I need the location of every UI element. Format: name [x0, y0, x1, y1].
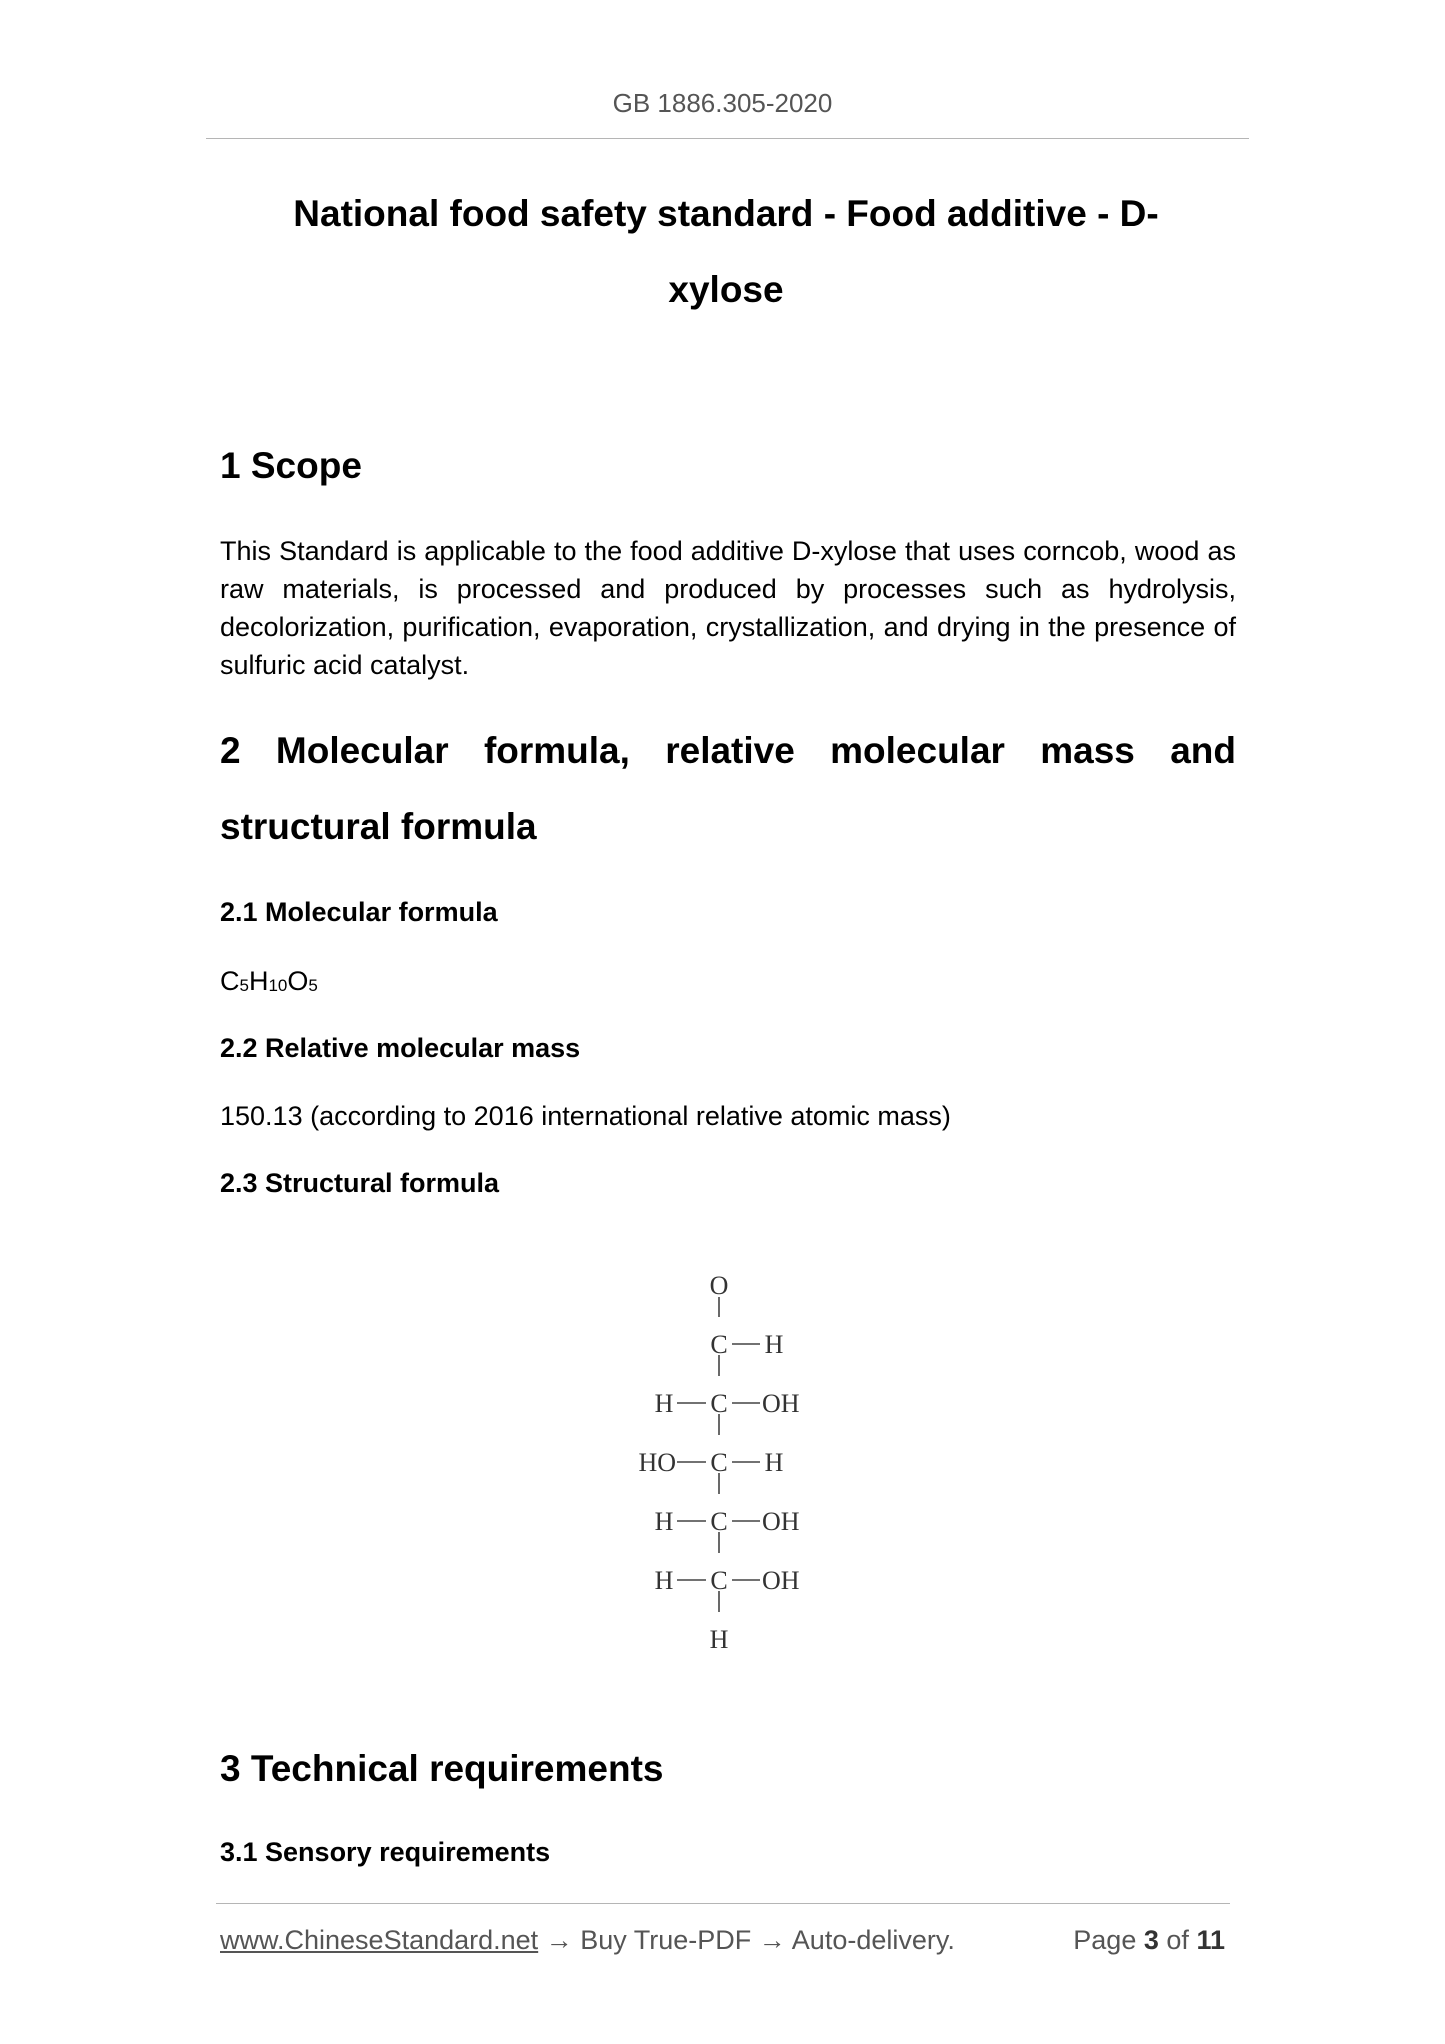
formula-h-count: 10	[268, 976, 288, 995]
section-2-heading-line-2: structural formula	[220, 806, 537, 847]
formula-o: O	[287, 966, 309, 996]
section-2-heading-line-1: 2 Molecular formula, relative molecular mass and	[220, 730, 1236, 771]
atom-h1: H	[764, 1330, 784, 1359]
header-divider	[206, 138, 1249, 139]
section-3-heading: 3 Technical requirements	[220, 1748, 664, 1789]
buy-text: Buy True-PDF	[580, 1925, 752, 1955]
section-2-2-heading: 2.2 Relative molecular mass	[220, 1033, 581, 1063]
formula-c-count: 5	[239, 976, 249, 995]
atom-h-bottom: H	[709, 1625, 729, 1654]
atom-oh2: OH	[762, 1389, 800, 1418]
formula-h: H	[248, 966, 269, 996]
atom-h3-right: H	[764, 1448, 784, 1477]
section-3-1-heading: 3.1 Sensory requirements	[220, 1837, 551, 1867]
section-1-heading: 1 Scope	[220, 445, 362, 486]
delivery-text: Auto-delivery.	[791, 1925, 955, 1955]
section-2-3-heading: 2.3 Structural formula	[220, 1168, 500, 1198]
formula-c: C	[220, 966, 240, 996]
title-line-1: National food safety standard - Food additive - D-	[293, 193, 1159, 234]
section-1-body: This Standard is applicable to the food additive D-xylose that uses corncob, wood as raw materials, is processed and produced by processes such as hydrolysis, decolorization, purification, evaporation, crystallization, and drying in the presence of sulfuric acid catalyst.	[220, 536, 1236, 680]
atom-o-carbonyl: O	[709, 1271, 729, 1300]
relative-molecular-mass: 150.13 (according to 2016 international relative atomic mass)	[220, 1101, 951, 1131]
atom-c5: C	[710, 1566, 728, 1595]
molecular-formula	[220, 966, 318, 997]
arrow-right-icon: →	[758, 1925, 786, 1955]
page-word: Page	[1073, 1925, 1137, 1955]
atom-oh4: OH	[762, 1507, 800, 1536]
page-indicator	[1073, 1925, 1225, 1956]
atom-c1: C	[710, 1330, 728, 1359]
section-2-heading	[220, 730, 1236, 848]
atom-ho3: HO	[638, 1448, 676, 1477]
page-total: 11	[1196, 1925, 1225, 1955]
atom-c3: C	[710, 1448, 728, 1477]
formula-o-count: 5	[308, 976, 318, 995]
arrow-right-icon: →	[545, 1925, 573, 1955]
title-line-2: xylose	[668, 269, 784, 310]
section-2-1-heading: 2.1 Molecular formula	[220, 897, 498, 927]
document-title	[236, 176, 1216, 328]
of-word: of	[1166, 1925, 1189, 1955]
structural-formula	[620, 1265, 840, 1665]
site-link[interactable]: www.ChineseStandard.net	[220, 1925, 539, 1955]
footer-promo	[220, 1925, 955, 1956]
footer-divider	[216, 1903, 1230, 1904]
atom-oh5: OH	[762, 1566, 800, 1595]
atom-h2-left: H	[654, 1389, 674, 1418]
document-code: GB 1886.305-2020	[612, 88, 833, 118]
atom-c4: C	[710, 1507, 728, 1536]
atom-c2: C	[710, 1389, 728, 1418]
page-number: 3	[1143, 1925, 1159, 1955]
atom-h4-left: H	[654, 1507, 674, 1536]
atom-h5-left: H	[654, 1566, 674, 1595]
